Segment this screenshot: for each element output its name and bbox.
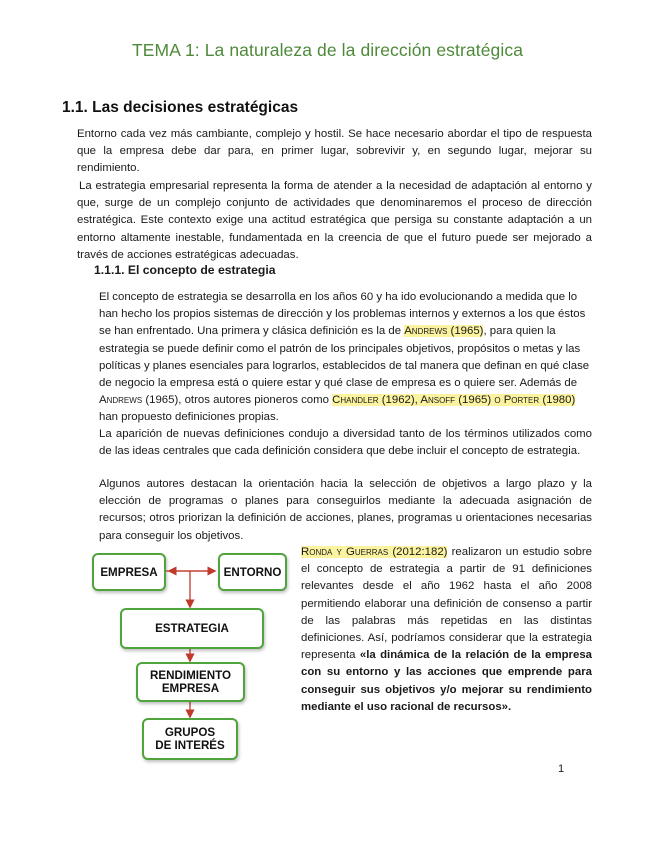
subsection-heading: 1.1.1. El concepto de estrategia bbox=[94, 263, 276, 277]
paragraph-nuevas-definiciones: La aparición de nuevas definiciones condujo a diversidad tanto de los términos utilizados como de las ideas centrales que cada definición considera que debe incluir el concepto de estrategia. bbox=[99, 428, 592, 458]
text-segment: han propuesto definiciones propias. bbox=[99, 411, 279, 424]
paragraph-entorno: Entorno cada vez más cambiante, complejo y hostil. Se hace necesario abordar el tipo de respuesta que la empresa debe dar para, en primer lugar, sobrevivir y, en segundo lugar, mejorar su rendimiento. bbox=[77, 128, 592, 175]
author-name: Andrews bbox=[99, 394, 143, 407]
text-segment: El concepto de estrategia se desarrolla en los años 60 y ha ido evolucionando a medida que lo han hecho los propios sistemas de dirección y los problemas internos y externos a los que éstos se han enfrentado. Una primera y clásica definición es la de bbox=[99, 291, 586, 338]
label-de-interes: DE INTERÉS bbox=[155, 739, 225, 752]
box-rendimiento bbox=[136, 662, 245, 702]
citation-andrews: Andrews (1965) bbox=[404, 325, 484, 338]
label-rendimiento-empresa: EMPRESA bbox=[161, 682, 220, 695]
text-segment: (1965), otros autores pioneros como bbox=[142, 394, 333, 407]
label-estrategia: ESTRATEGIA bbox=[155, 622, 229, 635]
box-entorno bbox=[218, 553, 287, 591]
label-entorno: ENTORNO bbox=[223, 565, 282, 579]
citation-pioneros: Chandler (1962), Ansoff (1965) o Porter (1980) bbox=[332, 394, 576, 407]
paragraph-concepto bbox=[99, 289, 592, 427]
document-title: TEMA 1: La naturaleza de la dirección estratégica bbox=[131, 40, 524, 60]
label-grupos: GRUPOS bbox=[164, 726, 216, 739]
citation-ronda-guerras: Ronda y Guerras (2012:182) bbox=[301, 546, 448, 558]
label-rendimiento: RENDIMIENTO bbox=[150, 669, 231, 682]
section-heading: 1.1. Las decisiones estratégicas bbox=[62, 99, 299, 116]
definition-bold: «la dinámica de la relación de la empresa con su entorno y las acciones que emprende para conseguir sus objetivos y/o mejorar su rendimiento mediante el uso racional de recursos». bbox=[301, 649, 592, 713]
paragraph-estrategia-empresarial: La estrategia empresarial representa la forma de atender a la necesidad de adaptación al entorno y que, surge de un complejo conjunto de actividades que denominaremos el proceso de dirección estratégica. Este contexto exige una actitud estratégica que persiga su constante adaptación a un entorno altamente inestable, fundamentada en la creencia de que el futuro puede ser mejorado a través de acciones estratégicas adecuadas. bbox=[77, 180, 592, 261]
text-segment: realizaron un estudio sobre el concepto de estrategia a partir de 91 definiciones relevantes desde el año 1962 hasta el año 2008 permitiendo elaborar una definición de consenso a partir de las palabras más repetidas en las distintas definiciones. Así, podríamos considerar que la estrategia representa bbox=[301, 546, 592, 662]
box-grupos-interes bbox=[142, 718, 238, 760]
box-empresa bbox=[92, 553, 166, 591]
text-segment: , para quien la estrategia se puede definir como el patrón de los principales objetivos, propósitos o metas y las políticas y planes esenciales para lograrlos, establecidos de tal manera que definan en qué clase de negocio la empresa está o quiere estar y qué clase de empresa es o quiere ser. Además de bbox=[99, 325, 590, 390]
page-number: 1 bbox=[558, 763, 565, 775]
box-estrategia bbox=[120, 608, 264, 649]
label-empresa: EMPRESA bbox=[100, 565, 158, 579]
paragraph-ronda-guerras bbox=[301, 544, 592, 716]
paragraph-algunos-autores: Algunos autores destacan la orientación hacia la selección de objetivos a largo plazo y la elección de programas o planes para conseguirlos mediante la adecuada asignación de recursos; otros priorizan la definición de acciones, planes, programas u orientaciones necesarias para conseguir los objetivos. bbox=[99, 478, 592, 542]
strategy-diagram bbox=[90, 548, 285, 763]
